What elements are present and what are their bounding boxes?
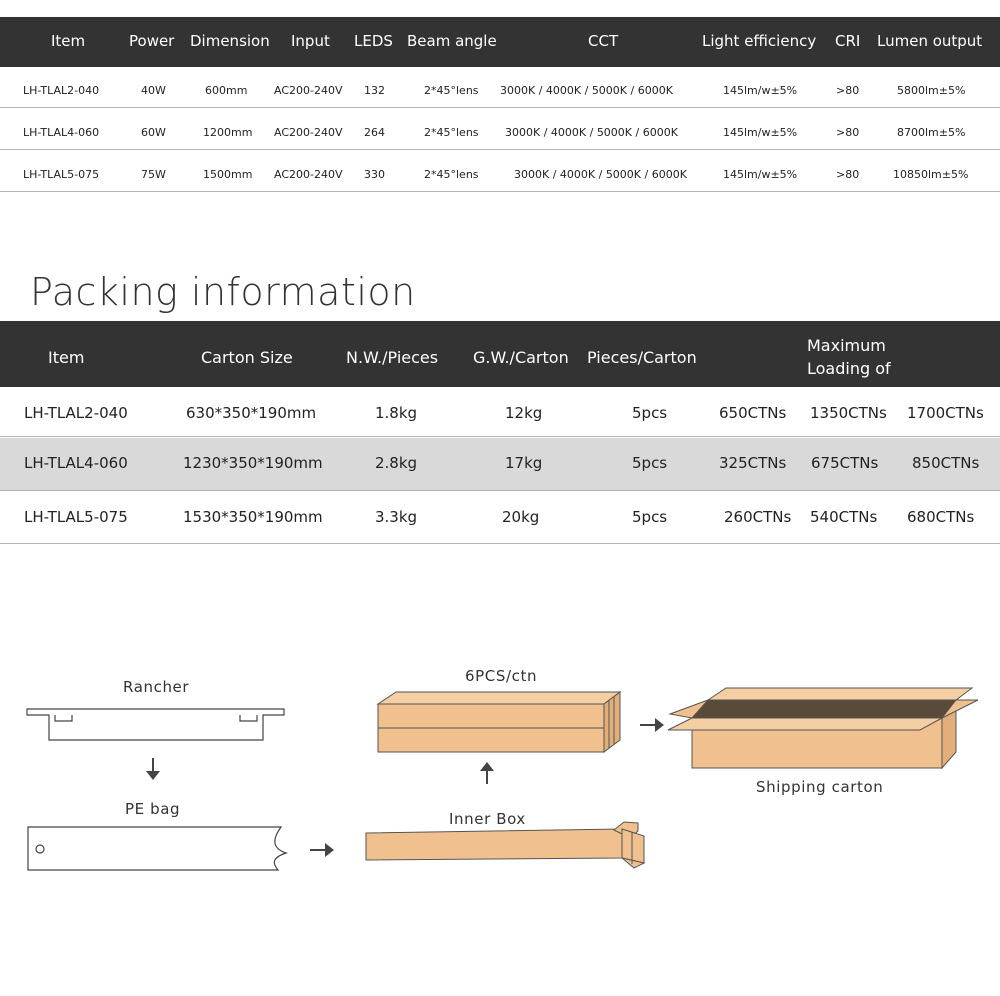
spec-cell: 264 (364, 126, 385, 139)
spec-cell: >80 (836, 126, 860, 139)
pack-col-nw: N.W./Pieces (346, 348, 439, 367)
spec-cell: 8700lm±5% (897, 126, 966, 139)
spec-cell: 2*45°lens (424, 168, 479, 181)
pack-cell: 650CTNs (719, 404, 787, 422)
spec-cell: 145lm/w±5% (723, 126, 798, 139)
spec-cell: 145lm/w±5% (723, 84, 798, 97)
spec-cell: 3000K / 4000K / 5000K / 6000K (500, 84, 673, 97)
pack-cell: 5pcs (632, 508, 668, 526)
pack-cell: LH-TLAL4-060 (24, 454, 128, 472)
spec-col-cct: CCT (588, 32, 619, 50)
arrow-down-icon (146, 758, 160, 780)
spec-col-item: Item (51, 32, 86, 50)
pack-cell: 5pcs (632, 454, 668, 472)
spec-cell: LH-TLAL4-060 (23, 126, 100, 139)
spec-col-cri: CRI (835, 32, 861, 50)
pack-col-loading-line2: Loading of (807, 359, 891, 378)
pack-col-item: Item (48, 348, 85, 367)
pack-col-carton-size: Carton Size (201, 348, 293, 367)
shipping-carton-illustration (668, 688, 978, 768)
pe-bag-illustration (28, 827, 286, 870)
spec-cell: >80 (836, 168, 860, 181)
packing-title: Packing information (30, 270, 416, 314)
spec-cell: 145lm/w±5% (723, 168, 798, 181)
arrow-up-icon (480, 762, 494, 784)
spec-cell: 2*45°lens (424, 126, 479, 139)
pack-col-gw: G.W./Carton (473, 348, 569, 367)
spec-cell: 60W (141, 126, 166, 139)
pack-cell: 1230*350*190mm (183, 454, 323, 472)
shipping-carton-label: Shipping carton (756, 778, 884, 796)
pack-cell: 325CTNs (719, 454, 787, 472)
spec-col-leds: LEDS (354, 32, 393, 50)
spec-cell: LH-TLAL2-040 (23, 84, 100, 97)
pack-cell: 540CTNs (810, 508, 878, 526)
spec-cell: AC200-240V (274, 126, 343, 139)
inner-box-label: Inner Box (449, 810, 526, 828)
spec-cell: 600mm (205, 84, 248, 97)
six-pcs-label: 6PCS/ctn (465, 667, 538, 685)
pack-cell: 5pcs (632, 404, 668, 422)
pack-cell: 12kg (505, 404, 543, 422)
spec-col-input: Input (291, 32, 330, 50)
spec-cell: 5800lm±5% (897, 84, 966, 97)
spec-col-beam-angle: Beam angle (407, 32, 497, 50)
spec-cell: 132 (364, 84, 385, 97)
spec-col-efficiency: Light efficiency (702, 32, 817, 50)
pack-cell: 630*350*190mm (186, 404, 317, 422)
pack-cell: 2.8kg (375, 454, 418, 472)
rancher-illustration (27, 709, 284, 740)
spec-cell: 330 (364, 168, 385, 181)
spec-col-power: Power (129, 32, 175, 50)
spec-cell: >80 (836, 84, 860, 97)
spec-cell: 75W (141, 168, 166, 181)
pack-cell: 680CTNs (907, 508, 975, 526)
spec-cell: LH-TLAL5-075 (23, 168, 100, 181)
spec-cell: 40W (141, 84, 166, 97)
spec-col-lumen: Lumen output (877, 32, 983, 50)
spec-cell: 3000K / 4000K / 5000K / 6000K (505, 126, 678, 139)
pack-cell: LH-TLAL2-040 (24, 404, 128, 422)
pack-cell: 1530*350*190mm (183, 508, 323, 526)
pack-col-loading-line1: Maximum (807, 336, 886, 355)
pack-cell: 17kg (505, 454, 543, 472)
pe-bag-label: PE bag (125, 800, 181, 818)
pack-col-pieces: Pieces/Carton (587, 348, 697, 367)
six-pcs-bundle-illustration (378, 692, 620, 752)
pack-cell: 3.3kg (375, 508, 418, 526)
pack-cell: 1.8kg (375, 404, 418, 422)
spec-cell: 1200mm (203, 126, 253, 139)
pack-cell: 850CTNs (912, 454, 980, 472)
inner-box-illustration (366, 822, 644, 868)
spec-cell: AC200-240V (274, 84, 343, 97)
arrow-right-icon (640, 718, 664, 732)
pack-cell: LH-TLAL5-075 (24, 508, 128, 526)
arrow-right-icon (310, 843, 334, 857)
rancher-label: Rancher (123, 678, 190, 696)
spec-cell: 3000K / 4000K / 5000K / 6000K (514, 168, 687, 181)
pack-cell: 260CTNs (724, 508, 792, 526)
spec-cell: 10850lm±5% (893, 168, 969, 181)
spec-cell: AC200-240V (274, 168, 343, 181)
pack-cell: 1700CTNs (907, 404, 984, 422)
pack-cell: 1350CTNs (810, 404, 887, 422)
spec-col-dimension: Dimension (190, 32, 270, 50)
pack-cell: 675CTNs (811, 454, 879, 472)
spec-cell: 1500mm (203, 168, 253, 181)
spec-cell: 2*45°lens (424, 84, 479, 97)
pack-cell: 20kg (502, 508, 540, 526)
